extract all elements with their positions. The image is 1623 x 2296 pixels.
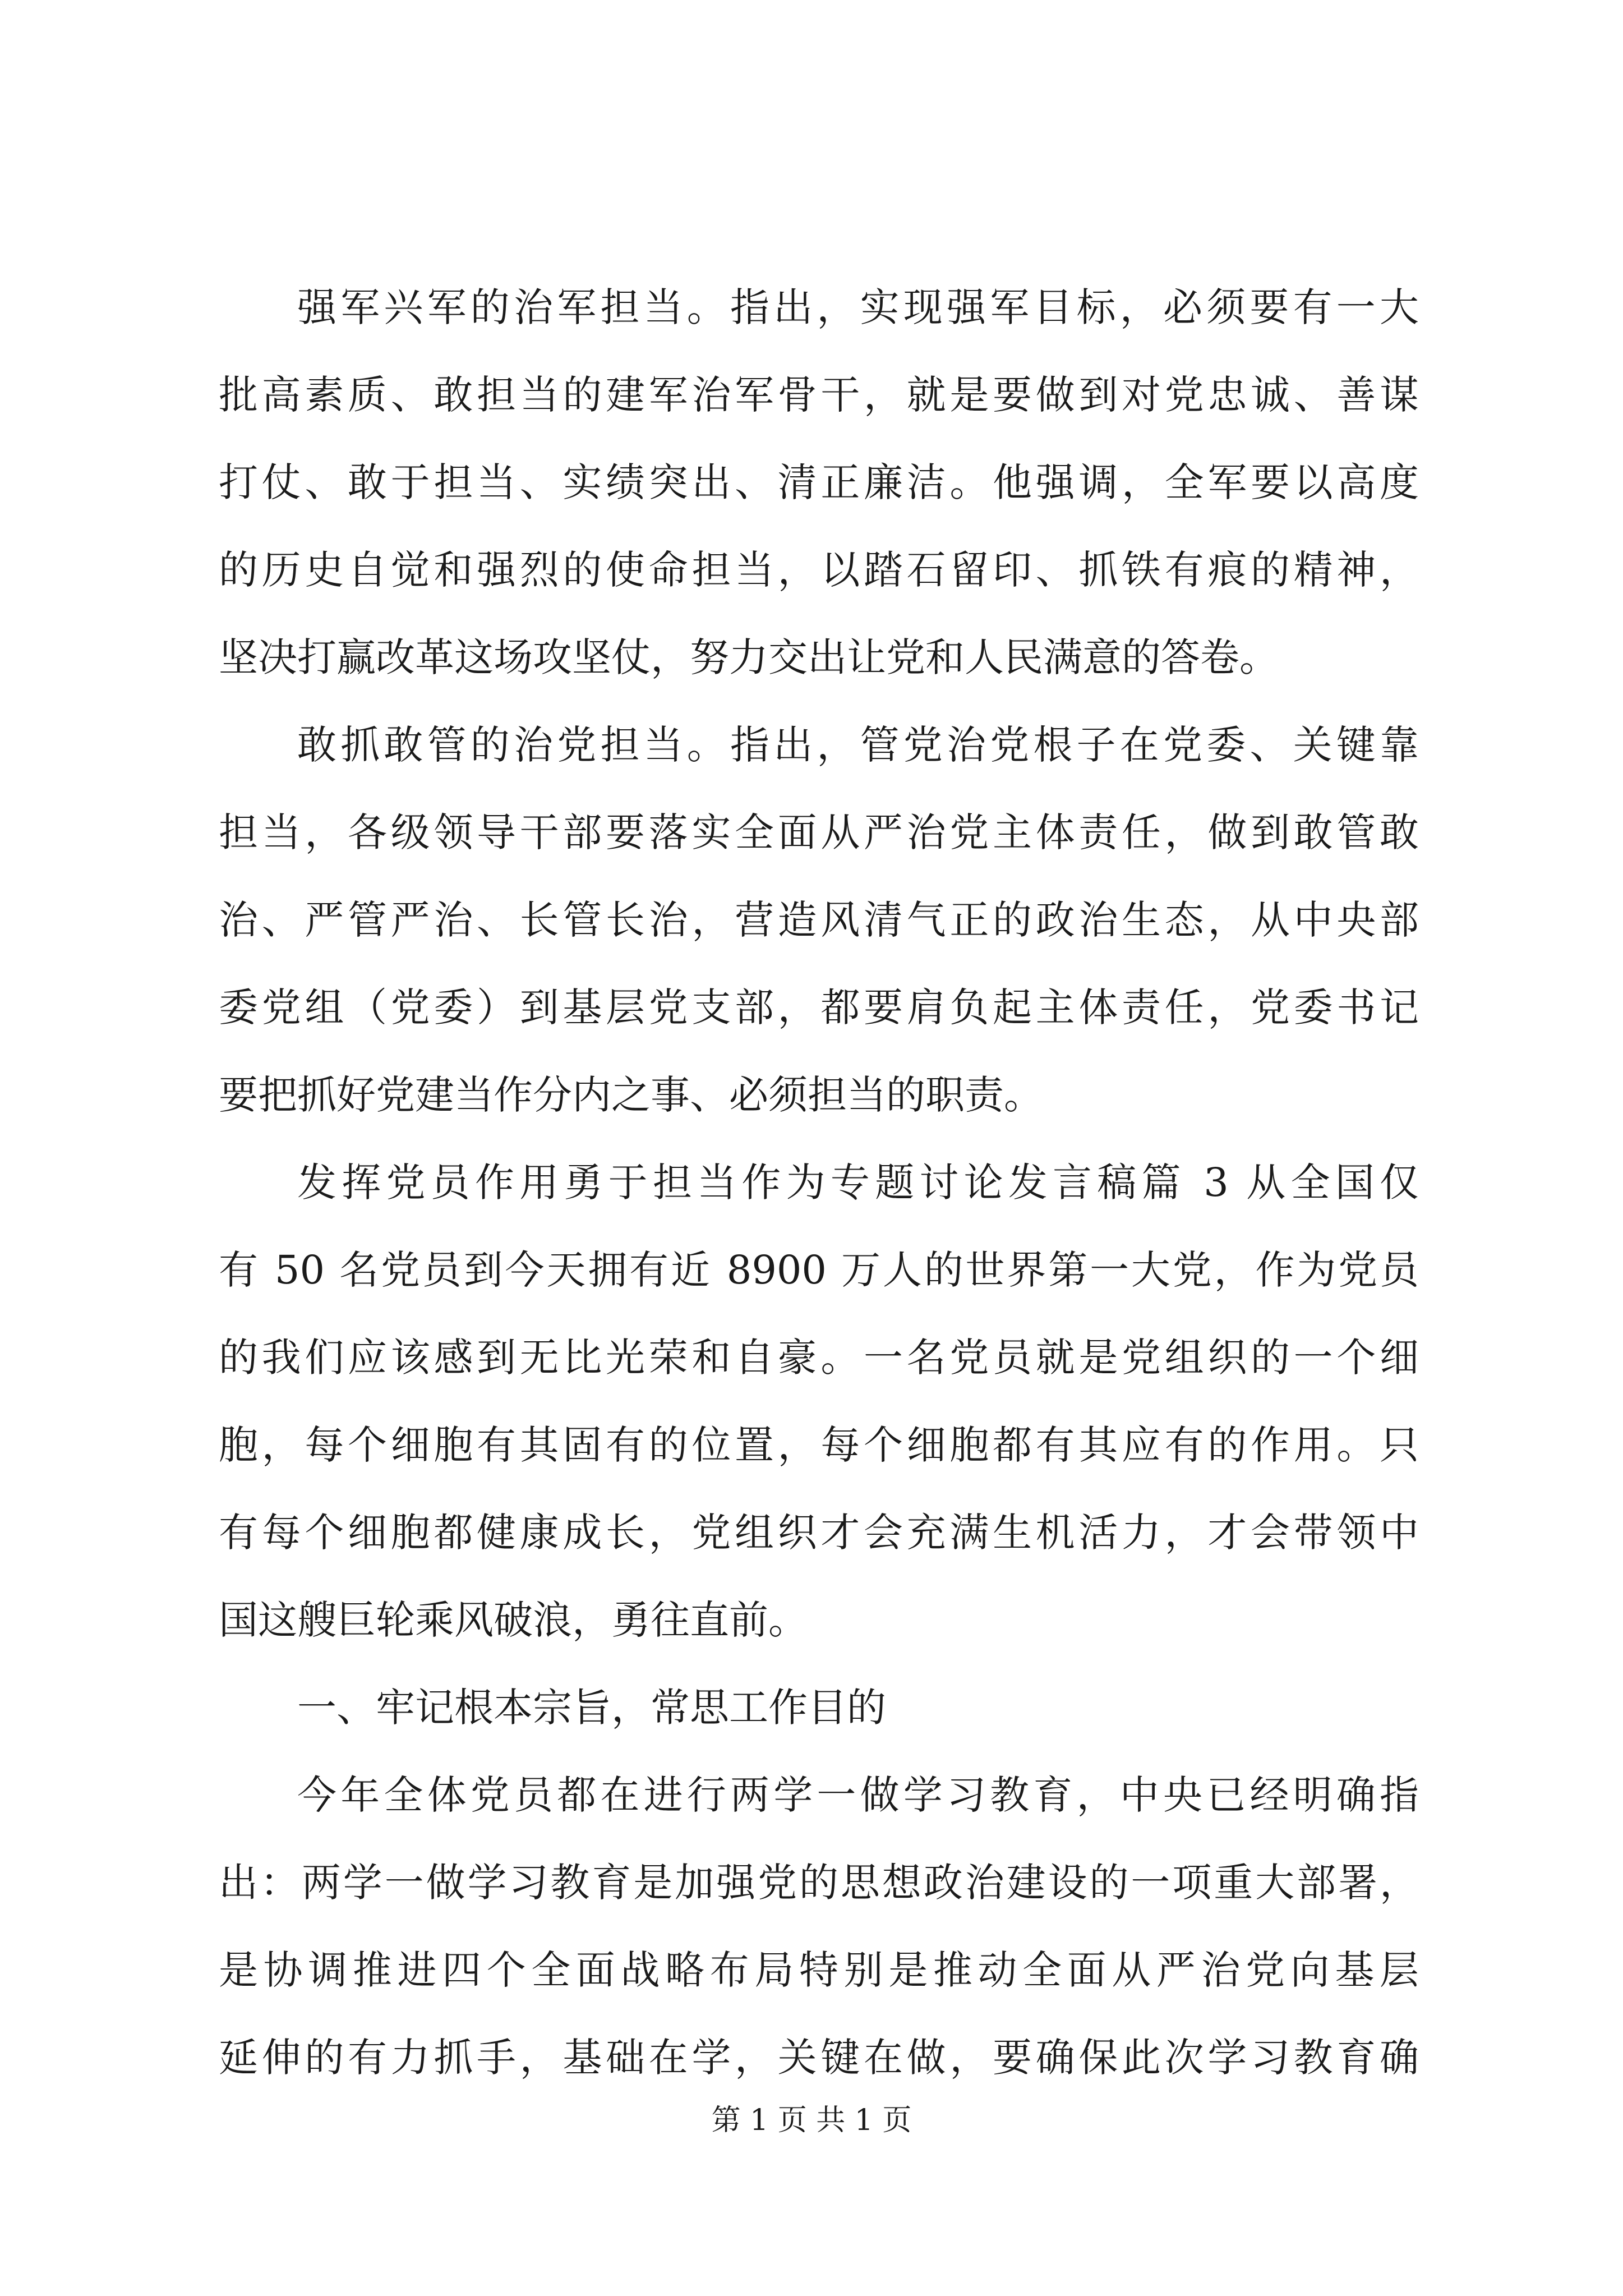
text-line: 发挥党员作用勇于担当作为专题讨论发言稿篇 3 从全国仅: [297, 1159, 1419, 1205]
text-line: 批高素质、敢担当的建军治军骨干，就是要做到对党忠诚、善谋: [219, 372, 1419, 418]
text-line: 治、严管严治、长管长治，营造风清气正的政治生态，从中央部: [219, 897, 1419, 943]
text-line: 的我们应该感到无比光荣和自豪。一名党员就是党组织的一个细: [219, 1335, 1419, 1381]
text-line: 委党组（党委）到基层党支部，都要肩负起主体责任，党委书记: [219, 984, 1419, 1030]
text-line: 担当，各级领导干部要落实全面从严治党主体责任，做到敢管敢: [219, 809, 1419, 855]
text-line: 有每个细胞都健康成长，党组织才会充满生机活力，才会带领中: [219, 1510, 1419, 1556]
page-footer: [0, 2101, 1623, 2140]
text-line: 强军兴军的治军担当。指出，实现强军目标，必须要有一大: [297, 284, 1419, 330]
document-body: [219, 264, 1419, 2101]
text-line: 敢抓敢管的治党担当。指出，管党治党根子在党委、关键靠: [297, 722, 1419, 768]
paragraph: [219, 264, 1419, 701]
text-line: 要把抓好党建当作分内之事、必须担当的职责。: [219, 1072, 1043, 1118]
text-line: 延伸的有力抓手，基础在学，关键在做，要确保此次学习教育确: [219, 2035, 1419, 2081]
text-line: 坚决打赢改革这场攻坚仗，努力交出让党和人民满意的答卷。: [219, 634, 1279, 680]
text-line: 一、牢记根本宗旨，常思工作目的: [297, 1685, 886, 1731]
paragraph: [219, 1139, 1419, 1664]
text-line: 今年全体党员都在进行两学一做学习教育，中央已经明确指: [297, 1772, 1419, 1818]
page-number-label: 第 1 页 共 1 页: [711, 2104, 912, 2137]
section-heading: [219, 1664, 1419, 1751]
text-line: 有 50 名党员到今天拥有近 8900 万人的世界第一大党，作为党员: [219, 1247, 1419, 1293]
text-line: 国这艘巨轮乘风破浪，勇往直前。: [219, 1597, 808, 1643]
paragraph: [219, 1751, 1419, 2101]
text-line: 打仗、敢于担当、实绩突出、清正廉洁。他强调，全军要以高度: [219, 459, 1419, 505]
text-line: 胞，每个细胞有其固有的位置，每个细胞都有其应有的作用。只: [219, 1422, 1419, 1468]
paragraph: [219, 701, 1419, 1139]
text-line: 出：两学一做学习教育是加强党的思想政治建设的一项重大部署，: [219, 1860, 1419, 1906]
text-line: 的历史自觉和强烈的使命担当，以踏石留印、抓铁有痕的精神，: [219, 547, 1419, 593]
text-line: 是协调推进四个全面战略布局特别是推动全面从严治党向基层: [219, 1947, 1419, 1993]
